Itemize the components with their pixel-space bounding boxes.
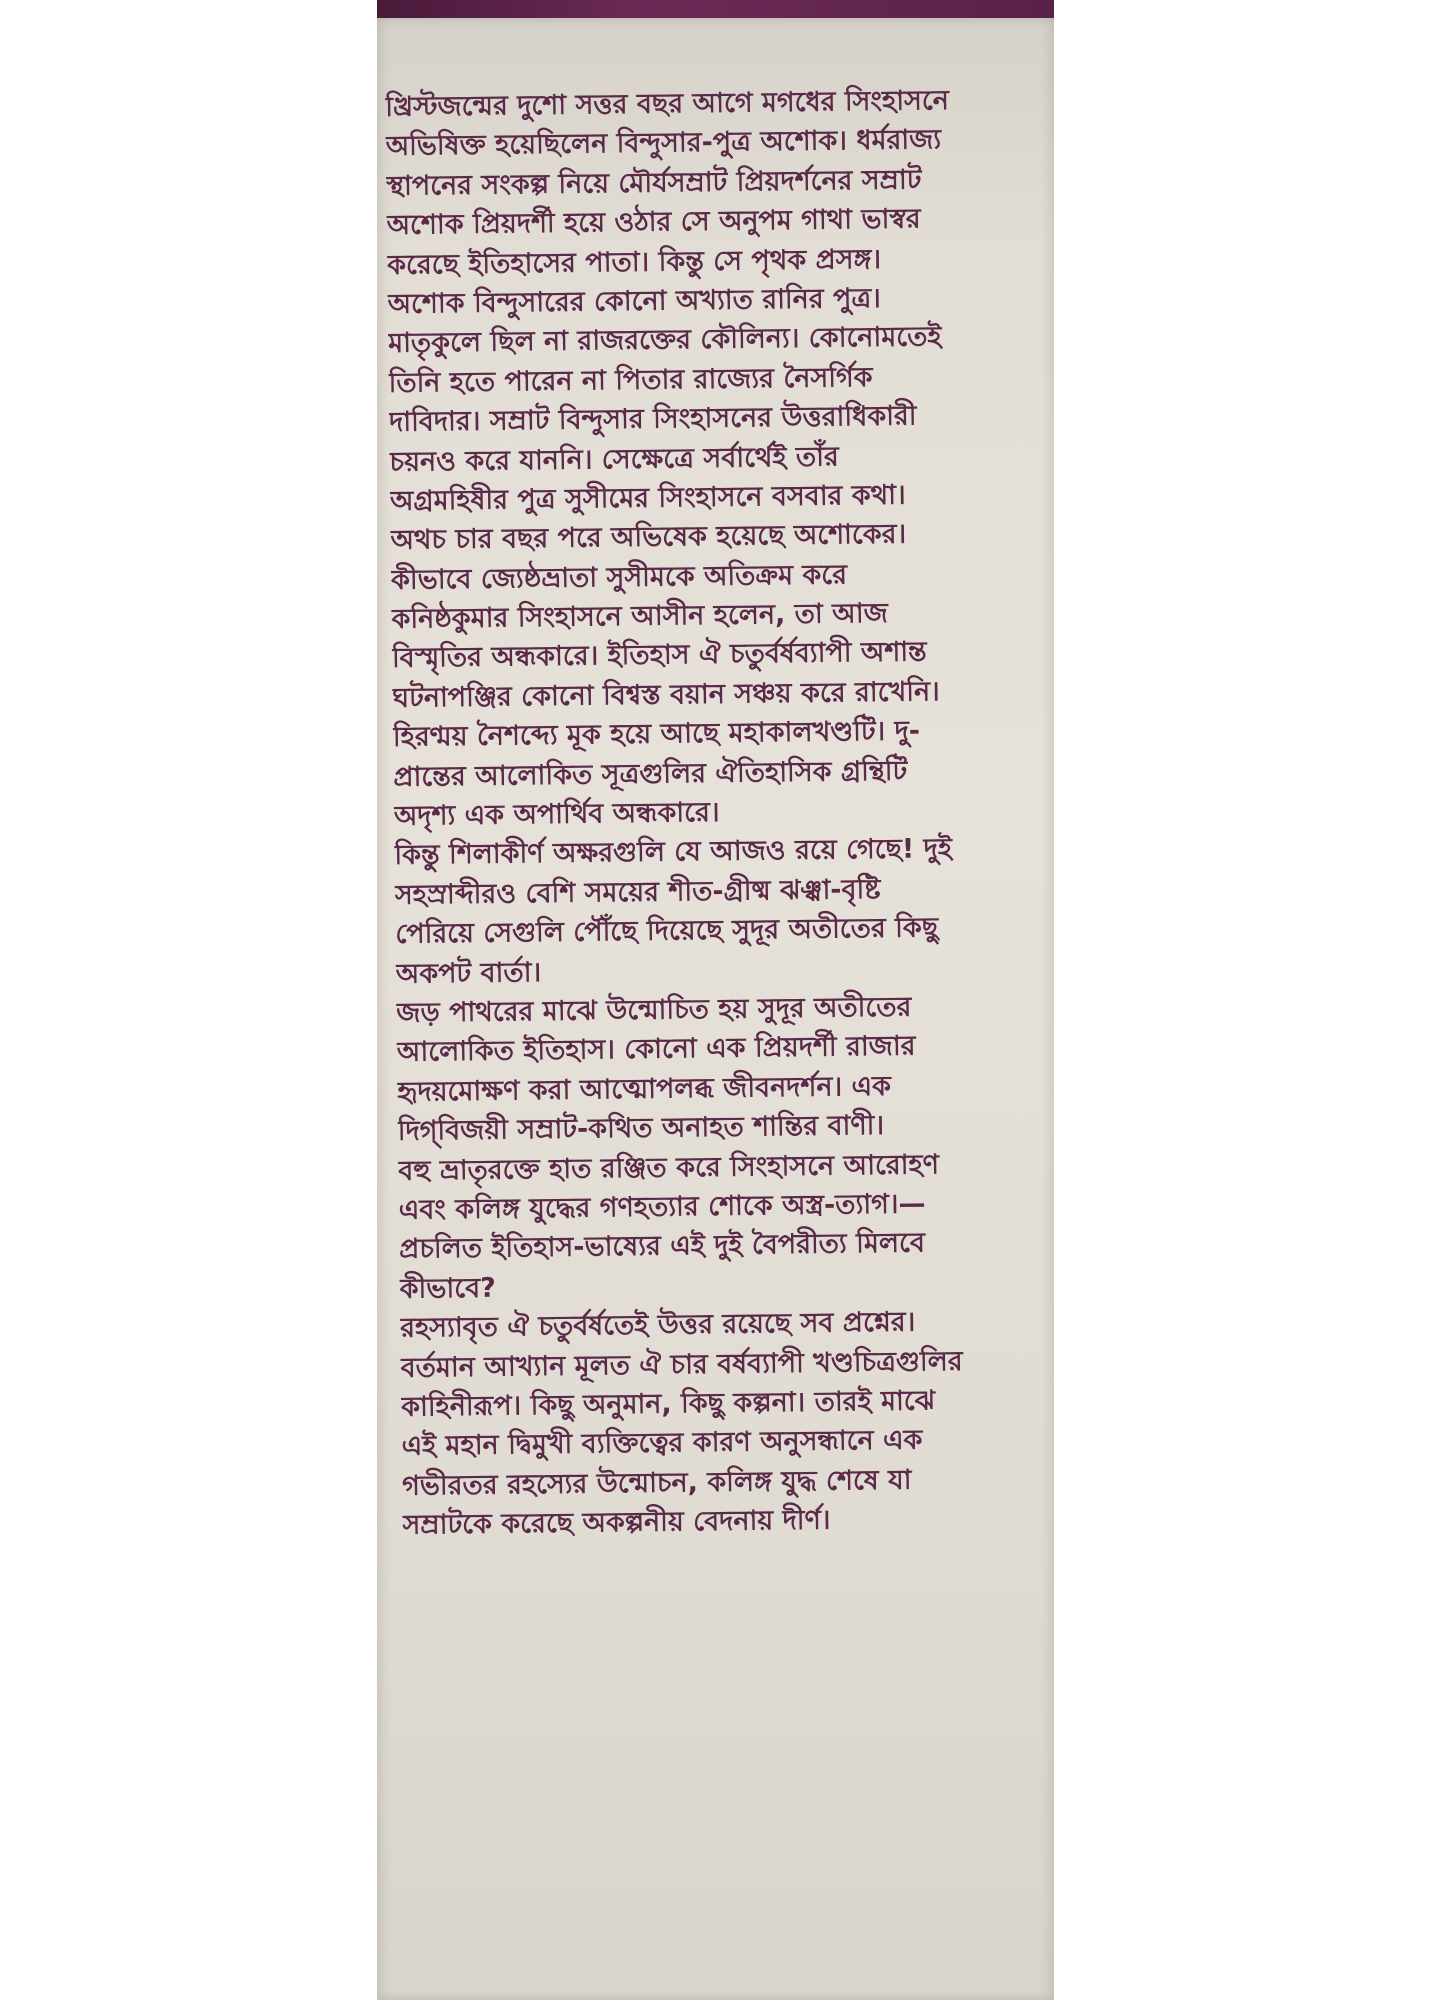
text-line: অশোক বিন্দুসারের কোনো অখ্যাত রানির পুত্র। bbox=[387, 282, 882, 320]
text-line: তিনি হতে পারেন না পিতার রাজ্যের নৈসর্গিক bbox=[388, 361, 873, 399]
text-line: প্রচলিত ইতিহাস-ভাষ্যের এই দুই বৈপরীত্য মিলবে bbox=[399, 1227, 926, 1266]
text-line: কনিষ্ঠকুমার সিংহাসনে আসীন হলেন, তা আজ bbox=[391, 597, 888, 636]
text-line: হিরণ্ময় নৈশব্দ্যে মূক হয়ে আছে মহাকালখণ্ডটি। দু- bbox=[392, 715, 921, 754]
text-line: ঘটনাপঞ্জির কোনো বিশ্বস্ত বয়ান সঞ্চয় করে রাখেনি। bbox=[392, 676, 940, 714]
text-line: দিগ্‌বিজয়ী সম্রাট-কথিত অনাহত শান্তির বাণী। bbox=[397, 1110, 885, 1148]
text-line: খ্রিস্টজন্মের দুশো সত্তর বছর আগে মগধের সিংহাসনে bbox=[385, 85, 950, 123]
text-line: বিস্মৃতির অন্ধকারে। ইতিহাস ঐ চতুর্বর্ষব্যাপী অশান্ত bbox=[391, 636, 927, 675]
text-line: হৃদয়মোক্ষণ করা আত্মোপলব্ধ জীবনদর্শন। এক bbox=[397, 1070, 892, 1108]
text-line: অশোক প্রিয়দর্শী হয়ে ওঠার সে অনুপম গাথা ভাস্বর bbox=[386, 203, 921, 242]
text-line: প্রান্তের আলোকিত সূত্রগুলির ঐতিহাসিক গ্রন্থিটি bbox=[393, 755, 908, 793]
text-line: সহস্রাব্দীরও বেশি সময়ের শীত-গ্রীষ্ম ঝঞ্ঝা-বৃষ্টি bbox=[394, 873, 881, 911]
text-line: অকপট বার্তা। bbox=[395, 956, 542, 990]
text-line: কীভাবে জ্যেষ্ঠভ্রাতা সুসীমকে অতিক্রম করে bbox=[390, 559, 848, 596]
text-line: কীভাবে? bbox=[399, 1272, 496, 1305]
text-line: অথচ চার বছর পরে অভিষেক হয়েছে অশোকের। bbox=[390, 518, 907, 557]
text-line: এবং কলিঙ্গ যুদ্ধের গণহত্যার শোকে অস্ত্র-ত্যাগ।— bbox=[398, 1188, 926, 1226]
text-line: দাবিদার। সম্রাট বিন্দুসার সিংহাসনের উত্তরাধিকারী bbox=[388, 400, 917, 439]
text-line: এই মহান দ্বিমুখী ব্যক্তিত্বের কারণ অনুসন্ধানে এক bbox=[401, 1424, 923, 1463]
text-line: বর্তমান আখ্যান মূলত ঐ চার বর্ষব্যাপী খণ্ডচিত্রগুলির bbox=[400, 1345, 963, 1384]
text-line: জড় পাথরের মাঝে উন্মোচিত হয় সুদূর অতীতের bbox=[396, 991, 912, 1029]
text-line: করেছে ইতিহাসের পাতা। কিন্তু সে পৃথক প্রসঙ্গ। bbox=[386, 243, 882, 281]
text-line: কিন্তু শিলাকীর্ণ অক্ষরগুলি যে আজও রয়ে গেছে! দুই bbox=[394, 833, 953, 872]
blurb-text bbox=[385, 80, 1055, 1545]
text-line: গভীরতর রহস্যের উন্মোচন, কলিঙ্গ যুদ্ধ শেষে যা bbox=[401, 1464, 912, 1502]
text-line: সম্রাটকে করেছে অকল্পনীয় বেদনায় দীর্ণ। bbox=[402, 1504, 831, 1541]
text-line: চয়নও করে যাননি। সেক্ষেত্রে সর্বার্থেই তাঁর bbox=[389, 441, 839, 478]
text-line: কাহিনীরূপ। কিছু অনুমান, কিছু কল্পনা। তারই মাঝে bbox=[400, 1385, 936, 1423]
text-line: অগ্রমহিষীর পুত্র সুসীমের সিংহাসনে বসবার কথা। bbox=[389, 479, 906, 517]
text-line: অদৃশ্য এক অপার্থিব অন্ধকারে। bbox=[393, 796, 720, 832]
text-line: স্থাপনের সংকল্প নিয়ে মৌর্যসম্রাট প্রিয়দর্শনের সম্রাট bbox=[386, 164, 922, 202]
text-line: মাতৃকুলে ছিল না রাজরক্তের কৌলিন্য। কোনোমতেই bbox=[387, 321, 942, 360]
text-line: বহু ভ্রাতৃরক্তে হাত রঞ্জিত করে সিংহাসনে আরোহণ bbox=[398, 1148, 940, 1187]
text-line: রহস্যাবৃত ঐ চতুর্বর্ষতেই উত্তর রয়েছে সব প্রশ্নের। bbox=[399, 1306, 916, 1345]
text-line: আলোকিত ইতিহাস। কোনো এক প্রিয়দর্শী রাজার bbox=[396, 1030, 916, 1069]
text-line: পেরিয়ে সেগুলি পৌঁছে দিয়েছে সুদূর অতীতের কিছু bbox=[395, 912, 939, 951]
text-line: অভিষিক্ত হয়েছিলেন বিন্দুসার-পুত্র অশোক। ধর্মরাজ্য bbox=[385, 124, 942, 163]
